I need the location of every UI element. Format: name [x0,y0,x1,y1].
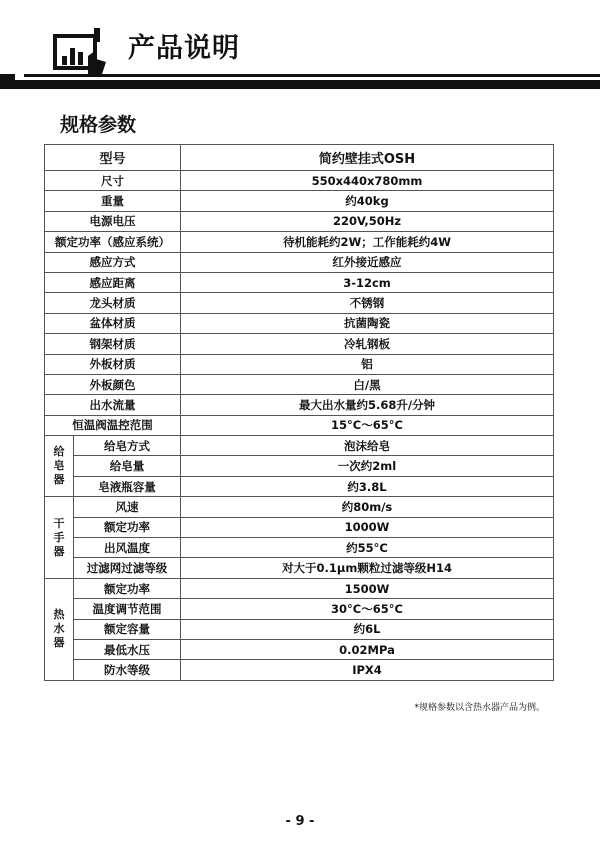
spec-label: 给皂量 [74,456,181,476]
group-label-soap [45,436,74,497]
spec-table [44,144,554,681]
spec-label: 恒温阀温控范围 [45,415,181,435]
spec-value: 一次约2ml [181,456,554,476]
group-label-text: 给皂器 [53,445,65,487]
spec-value: 3-12cm [181,272,554,292]
spec-label: 额定功率 [74,578,181,598]
header-rule-thick [0,80,600,89]
spec-value: 冷轧钢板 [181,334,554,354]
section-title: 规格参数 [60,114,137,136]
spec-value: 不锈钢 [181,293,554,313]
spec-label: 电源电压 [45,211,181,231]
footnote: *规格参数以含热水器产品为例。 [414,703,545,713]
group-label-text: 热水器 [53,608,65,650]
group-label-heater [45,578,74,680]
spec-label: 外板颜色 [45,374,181,394]
spec-value: 抗菌陶瓷 [181,313,554,333]
spec-label: 额定功率（感应系统） [45,232,181,252]
spec-label: 额定容量 [74,619,181,639]
table-row [45,639,554,659]
spec-value: IPX4 [181,660,554,680]
page-number: - 9 - [285,814,315,829]
spec-value: 约55°C [181,538,554,558]
spec-value: 0.02MPa [181,639,554,659]
spec-label: 防水等级 [74,660,181,680]
spec-value: 550x440x780mm [181,171,554,191]
chart-hand-icon [52,26,112,78]
table-row [45,578,554,598]
table-row [45,538,554,558]
table-row [45,517,554,537]
spec-label: 尺寸 [45,171,181,191]
spec-value: 对大于0.1μm颗粒过滤等级H14 [181,558,554,578]
spec-value: 1500W [181,578,554,598]
table-row [45,252,554,272]
spec-label: 龙头材质 [45,293,181,313]
spec-label: 过滤网过滤等级 [74,558,181,578]
table-row [45,415,554,435]
spec-label: 出风温度 [74,538,181,558]
table-row [45,272,554,292]
page-title: 产品说明 [128,33,240,64]
spec-label: 外板材质 [45,354,181,374]
table-row [45,374,554,394]
spec-value: 白/黑 [181,374,554,394]
spec-value: 约80m/s [181,497,554,517]
spec-label: 出水流量 [45,395,181,415]
table-row [45,293,554,313]
table-row [45,211,554,231]
spec-label: 盆体材质 [45,313,181,333]
group-label-dryer [45,497,74,579]
spec-label: 温度调节范围 [74,599,181,619]
table-row [45,354,554,374]
spec-label: 重量 [45,191,181,211]
spec-label: 额定功率 [74,517,181,537]
spec-value: 15°C～65°C [181,415,554,435]
spec-value: 红外接近感应 [181,252,554,272]
table-row [45,558,554,578]
spec-value: 待机能耗约2W；工作能耗约4W [181,232,554,252]
spec-label: 皂液瓶容量 [74,476,181,496]
spec-value: 最大出水量约5.68升/分钟 [181,395,554,415]
spec-value: 铝 [181,354,554,374]
spec-value: 约40kg [181,191,554,211]
table-row [45,171,554,191]
table-row [45,476,554,496]
spec-value: 30°C～65°C [181,599,554,619]
header-label-cell: 型号 [45,145,181,171]
spec-label: 感应方式 [45,252,181,272]
spec-label: 给皂方式 [74,436,181,456]
table-row [45,313,554,333]
table-row [45,436,554,456]
header-rule-thin [24,74,600,77]
spec-value: 1000W [181,517,554,537]
table-row [45,191,554,211]
spec-value: 约6L [181,619,554,639]
spec-label: 最低水压 [74,639,181,659]
table-row [45,456,554,476]
table-row [45,660,554,680]
spec-label: 感应距离 [45,272,181,292]
table-row [45,497,554,517]
table-row [45,232,554,252]
spec-value: 220V,50Hz [181,211,554,231]
table-header-row [45,145,554,171]
spec-value: 泡沫给皂 [181,436,554,456]
spec-label: 风速 [74,497,181,517]
group-label-text: 干手器 [53,516,65,558]
table-row [45,395,554,415]
header-value-cell: 简约壁挂式OSH [181,145,554,171]
table-row [45,619,554,639]
spec-label: 钢架材质 [45,334,181,354]
spec-value: 约3.8L [181,476,554,496]
table-row [45,599,554,619]
table-row [45,334,554,354]
